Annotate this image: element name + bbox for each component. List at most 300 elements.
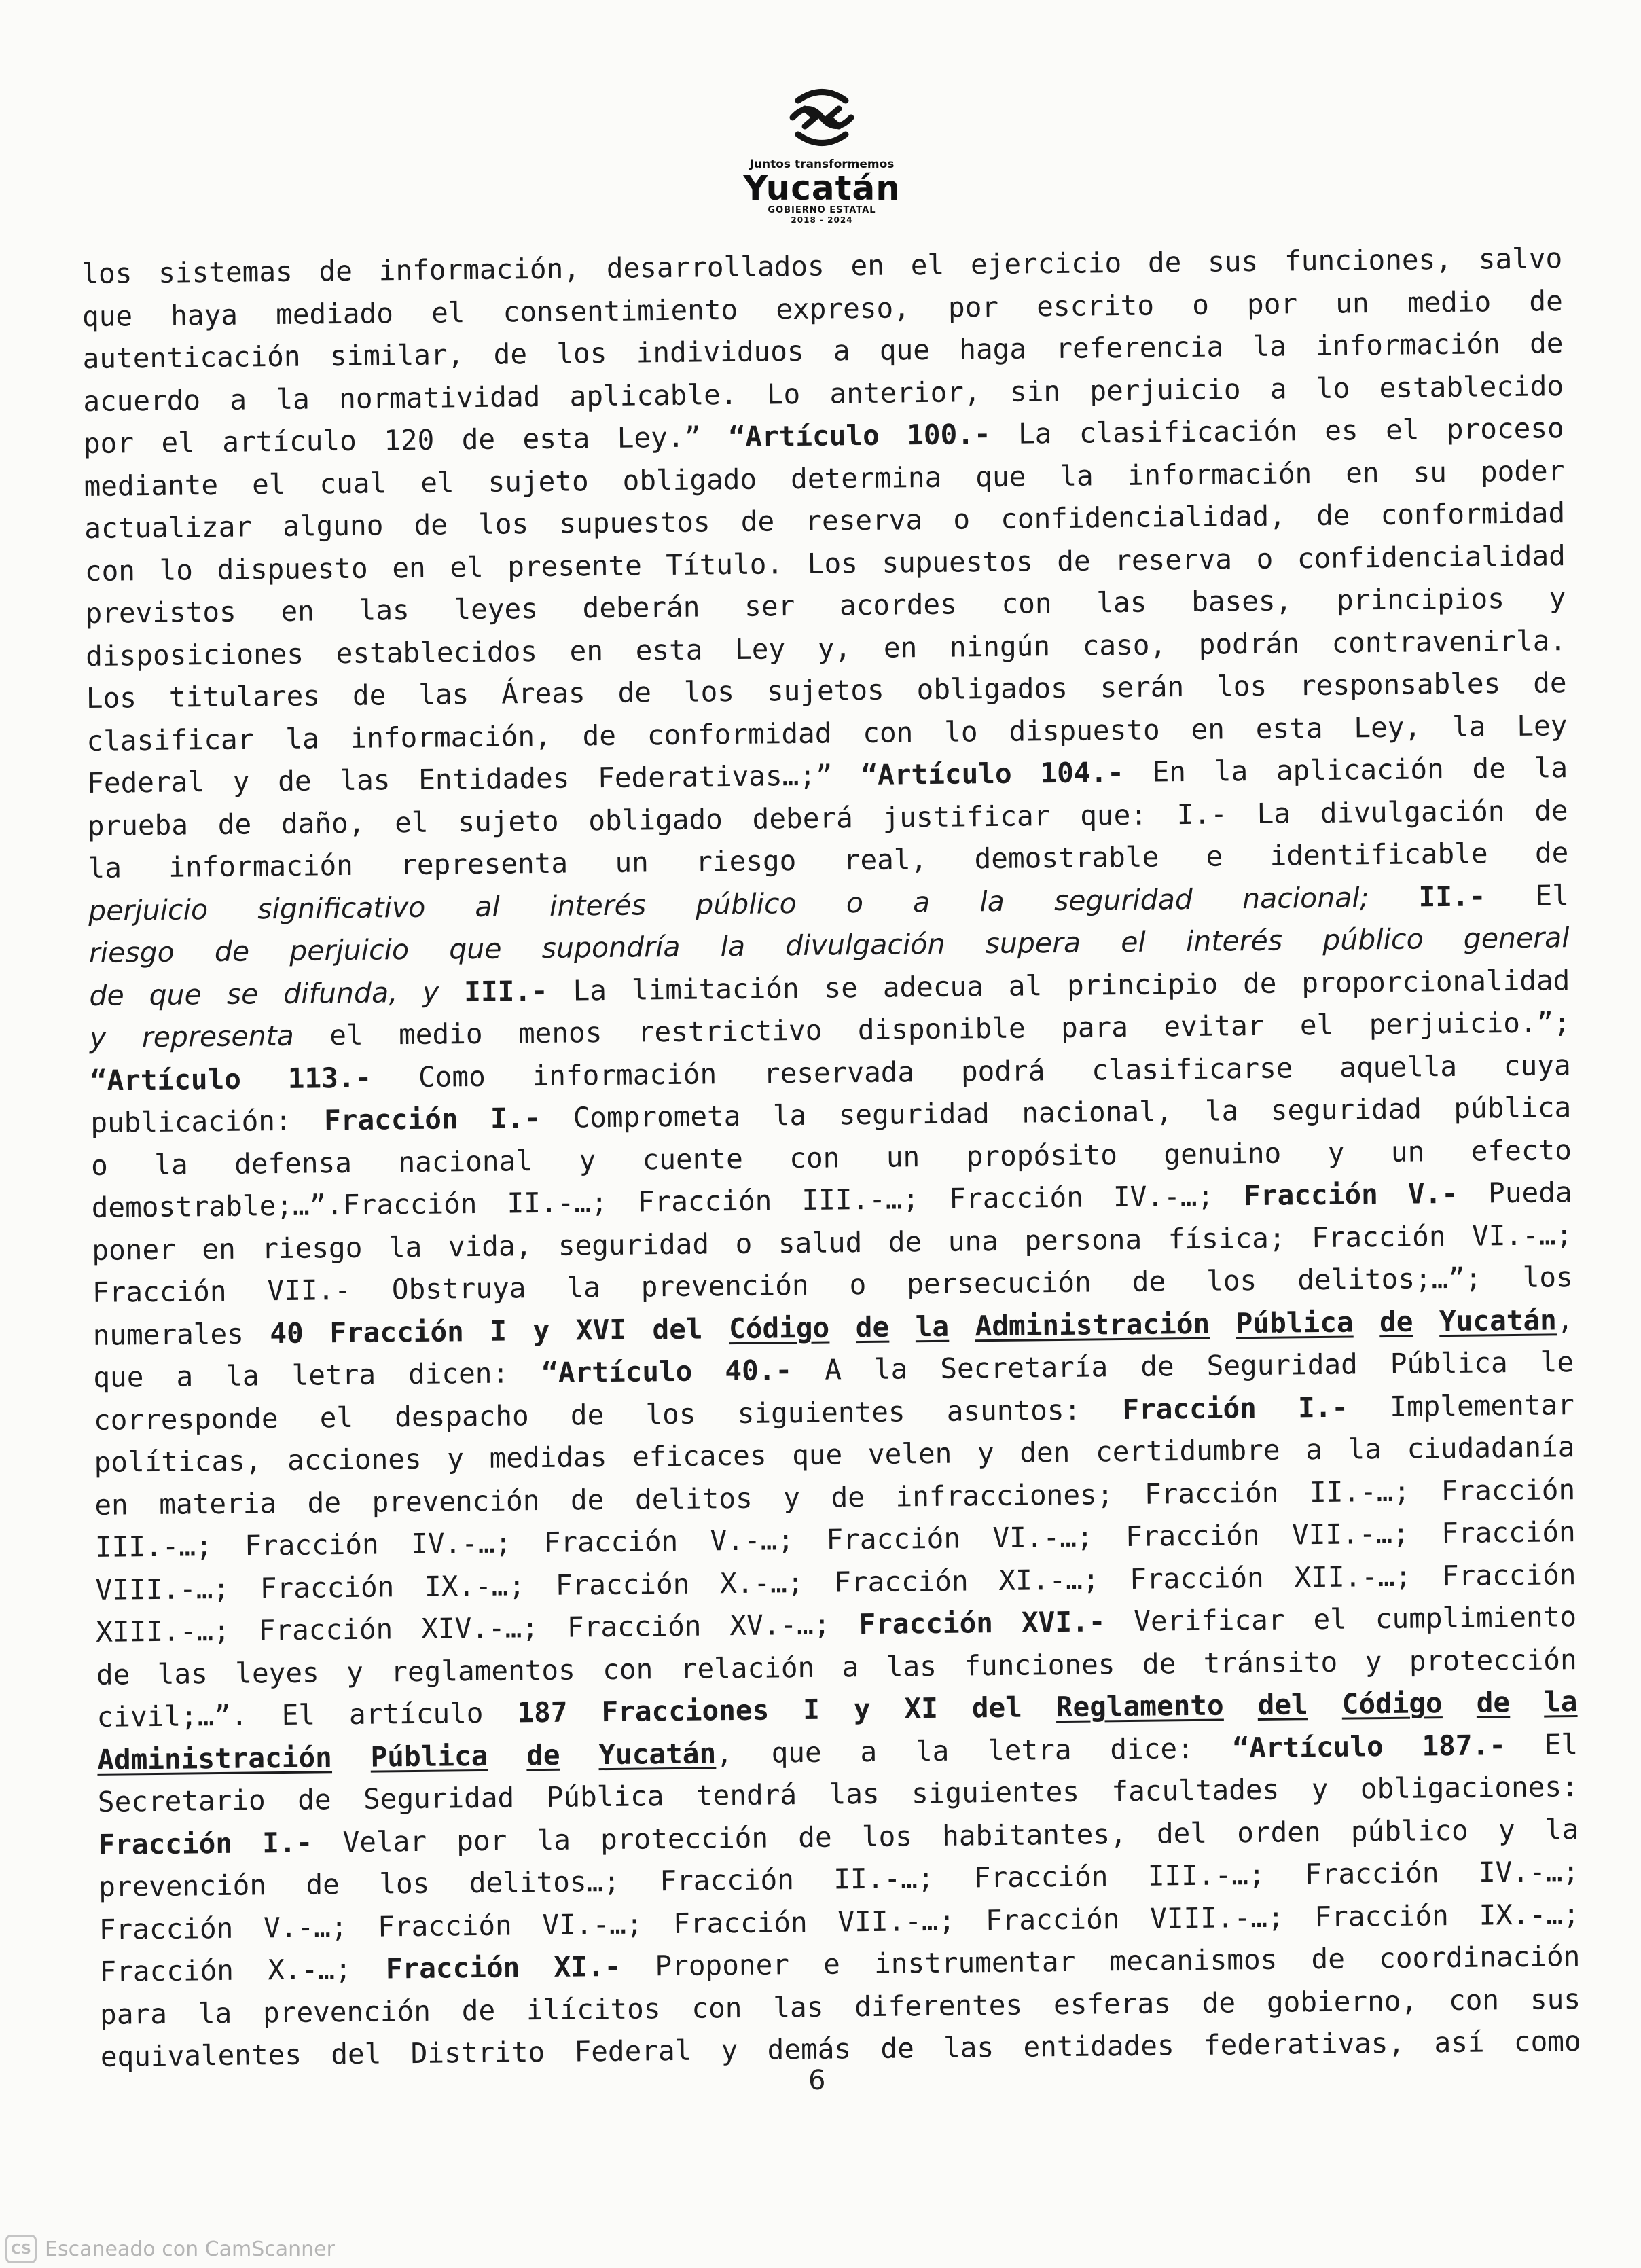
word: perjuicio — [1089, 372, 1241, 407]
word: supondría — [541, 930, 681, 965]
word: Fracción — [377, 1909, 512, 1943]
word: eficaces — [632, 1439, 767, 1473]
word: de — [1140, 1350, 1174, 1383]
word: prevención — [641, 1268, 809, 1303]
word: aplicable. — [569, 378, 738, 412]
word: acordes — [839, 588, 958, 622]
word: V.-…; — [710, 1524, 795, 1558]
word: de — [797, 1820, 832, 1854]
word: funciones — [964, 1647, 1115, 1682]
word: sin — [1009, 374, 1061, 408]
word: disposiciones — [85, 637, 304, 672]
word: sistemas — [158, 255, 293, 289]
word: Lo — [766, 377, 801, 410]
word: acciones — [287, 1442, 422, 1477]
word: Fracción — [98, 1911, 234, 1946]
word: individuos — [636, 334, 804, 370]
word: clasificar — [86, 722, 255, 757]
word: determina — [790, 461, 942, 495]
word: Ley, — [1354, 710, 1422, 744]
word: con — [602, 1652, 653, 1686]
word: perjuicio — [289, 933, 410, 967]
word: Fracción — [1125, 1518, 1260, 1553]
word: III.-…; — [94, 1530, 213, 1564]
word: difunda, — [283, 975, 398, 1010]
word: VI.-…; — [1471, 1218, 1573, 1253]
word: Reglamento — [1056, 1689, 1224, 1724]
word: materia — [159, 1486, 277, 1521]
word: Velar — [342, 1824, 427, 1858]
word: III.-…; — [1147, 1858, 1265, 1892]
word: e — [823, 1947, 841, 1981]
word: de — [297, 1783, 331, 1816]
word: demostrable — [974, 840, 1159, 876]
word: el — [1120, 925, 1147, 959]
word: y — [783, 1481, 801, 1514]
word: por — [948, 290, 999, 324]
word: Secretaría — [940, 1350, 1108, 1385]
word: de — [526, 1738, 560, 1771]
word: la — [225, 1359, 259, 1392]
word: el — [450, 550, 484, 583]
word: a — [176, 1360, 194, 1393]
word: IV.-…; — [1478, 1855, 1580, 1889]
word: seguridad — [1053, 882, 1193, 917]
word: del — [971, 1691, 1023, 1725]
word: física; — [1168, 1221, 1286, 1255]
word: VI.-…; — [992, 1520, 1094, 1555]
word: VII.-…; — [1291, 1517, 1410, 1551]
word: un — [615, 846, 649, 879]
word: demás — [767, 2032, 852, 2066]
word: Pública — [1390, 1346, 1508, 1380]
word: y — [977, 1437, 994, 1470]
word: perjuicio — [88, 893, 209, 927]
word: Áreas — [501, 677, 585, 710]
word: la — [88, 851, 122, 884]
word: riesgo — [695, 844, 797, 878]
word: poner — [92, 1233, 177, 1267]
word: de — [570, 1483, 605, 1517]
word: de — [1242, 967, 1277, 1000]
word: del — [1156, 1816, 1208, 1850]
word: Fracción — [1314, 1898, 1449, 1933]
word: daño, — [281, 806, 365, 840]
word: prevención — [262, 1994, 431, 2029]
word: consentimiento — [503, 293, 738, 329]
word: los — [861, 1819, 913, 1853]
word: o — [1191, 288, 1210, 321]
word: principio — [1066, 967, 1219, 1002]
word: o — [1256, 542, 1274, 575]
word: identificable — [1269, 837, 1488, 872]
word: clasificación — [1079, 414, 1298, 450]
word: Los — [807, 546, 859, 580]
word: La — [1257, 796, 1291, 830]
word: en — [94, 1488, 128, 1522]
word: IV.-…; — [1113, 1179, 1214, 1214]
word: la — [915, 1310, 950, 1343]
word: de — [352, 679, 386, 712]
word: y — [579, 1143, 596, 1176]
word: significativo — [257, 890, 426, 925]
word: y — [89, 1021, 107, 1054]
word: y — [1327, 1136, 1345, 1169]
word: de — [1316, 499, 1350, 532]
word: y — [232, 765, 250, 798]
word: los — [379, 1867, 430, 1901]
word: cual — [319, 466, 387, 500]
word: 40 — [270, 1316, 304, 1350]
word: sus — [1207, 245, 1259, 278]
word: Pública — [1236, 1305, 1354, 1339]
word: publicación: — [90, 1104, 292, 1139]
word: Fracción — [859, 1606, 994, 1641]
word: I.- — [262, 1826, 313, 1859]
word: federativas, — [1203, 2026, 1405, 2062]
word: Entidades — [418, 761, 570, 796]
word: e — [1206, 840, 1223, 873]
word: VII.- — [267, 1273, 352, 1308]
word: de — [306, 1868, 340, 1901]
word: serán — [1100, 670, 1185, 704]
word: II.-…; — [833, 1861, 935, 1896]
government-logo — [734, 80, 910, 236]
word: y — [447, 1442, 465, 1475]
word: le — [1540, 1346, 1574, 1379]
word: “Artículo — [728, 418, 880, 454]
camscanner-icon: CS — [5, 2235, 37, 2263]
word: Secretario — [97, 1784, 266, 1818]
word: IV.-…; — [410, 1526, 512, 1561]
word: lo — [159, 553, 194, 587]
word: A — [824, 1353, 842, 1386]
word: y — [1311, 1772, 1329, 1806]
word: presente — [507, 548, 643, 583]
word: de — [570, 1398, 605, 1432]
word: adecua — [882, 969, 984, 1004]
word: Fracción — [1122, 1391, 1257, 1426]
word: Fracción — [244, 1528, 379, 1562]
word: 187.- — [1422, 1728, 1507, 1762]
word: VI.-…; — [542, 1907, 643, 1941]
word: reglamentos — [391, 1653, 576, 1688]
word: 100.- — [906, 417, 991, 452]
word: los — [1522, 1261, 1574, 1294]
word: el — [394, 806, 429, 839]
word: información — [1127, 456, 1312, 492]
document-body — [82, 237, 1581, 2078]
word: esferas — [1053, 1986, 1172, 2021]
word: la — [772, 1098, 807, 1132]
word: seguridad — [838, 1097, 990, 1132]
word: la — [1348, 1433, 1382, 1466]
word: letra — [987, 1733, 1072, 1767]
word: su — [1413, 455, 1447, 488]
word: como — [1513, 2025, 1581, 2059]
word: de — [319, 254, 353, 288]
word: dicen: — [408, 1356, 509, 1391]
word: Administración — [96, 1740, 333, 1776]
word: los — [556, 336, 607, 370]
word: riesgo — [262, 1231, 363, 1265]
word: público — [1350, 1814, 1468, 1848]
word: información, — [378, 252, 581, 287]
word: cuya — [1503, 1048, 1571, 1082]
word: de — [1534, 836, 1569, 869]
word: asuntos: — [946, 1393, 1081, 1428]
word: por — [456, 1824, 507, 1857]
word: civil;…”. — [96, 1699, 248, 1733]
word: XVI.- — [1021, 1605, 1106, 1639]
word: tránsito — [1203, 1645, 1338, 1680]
word: instrumentar — [873, 1945, 1076, 1980]
word: efecto — [1471, 1133, 1572, 1168]
word: haga — [959, 332, 1027, 366]
word: Fracción — [99, 1954, 234, 1988]
word: genuino — [1164, 1136, 1282, 1170]
word: la — [915, 1734, 950, 1767]
word: relación — [680, 1651, 815, 1685]
word: público — [696, 886, 797, 921]
word: Fracción — [258, 1613, 393, 1647]
word: las — [418, 678, 469, 711]
word: lo — [1316, 371, 1350, 405]
word: escrito — [1036, 288, 1155, 323]
word: expreso, — [776, 291, 911, 325]
word: Fracción — [92, 1274, 227, 1309]
logo-term: 2018 - 2024 — [791, 215, 853, 225]
word: Fracción — [385, 1951, 520, 1985]
word: representa — [141, 1019, 295, 1054]
word: Distrito — [410, 2036, 545, 2070]
word: contravenirla. — [1331, 624, 1567, 660]
word: 40.- — [725, 1354, 793, 1388]
word: Fracción — [329, 1314, 465, 1349]
word: público — [1322, 922, 1424, 956]
word: IX.-…; — [424, 1568, 526, 1603]
word: Fracción — [672, 1905, 808, 1940]
word: 113.- — [287, 1061, 372, 1095]
word: de — [888, 1225, 922, 1259]
word: sujeto — [458, 804, 559, 838]
word: La — [1017, 417, 1052, 450]
word: en — [392, 551, 426, 584]
word: actualizar — [84, 510, 253, 545]
word: infracciones; — [895, 1477, 1114, 1513]
word: persona — [1024, 1223, 1142, 1257]
word: limitación — [631, 971, 799, 1007]
word: bases, — [1191, 584, 1293, 618]
word: lo — [943, 715, 978, 749]
word: divulgación — [1320, 794, 1505, 829]
word: conformidad — [647, 716, 832, 751]
word: la — [198, 1996, 232, 2030]
word: acuerdo — [83, 383, 201, 418]
word: el — [1299, 1008, 1334, 1042]
word: similar, — [329, 338, 465, 373]
word: Fracción — [1129, 1561, 1264, 1596]
word: las — [359, 593, 410, 627]
word: o — [846, 886, 864, 919]
word: habitantes, — [941, 1817, 1127, 1852]
word: del — [1257, 1688, 1308, 1721]
word: con — [84, 554, 136, 588]
word: de — [617, 676, 652, 709]
word: obligados — [916, 671, 1068, 706]
word: un — [886, 1140, 920, 1174]
word: establecido — [1379, 369, 1564, 404]
word: ilícitos — [526, 1992, 661, 2026]
word: X.-…; — [719, 1566, 804, 1600]
word: con — [789, 1140, 840, 1174]
yucatan-emblem-icon — [785, 80, 859, 155]
word: que — [791, 1438, 843, 1472]
word: nacional; — [1242, 880, 1369, 915]
word: Como — [418, 1060, 486, 1094]
word: de — [1132, 1265, 1166, 1298]
word: Fracción — [833, 1564, 969, 1599]
word: Pública — [546, 1780, 664, 1814]
word: deberán — [582, 590, 700, 625]
word: esta — [522, 422, 590, 456]
word: y — [1365, 1644, 1382, 1678]
word: representa — [399, 846, 569, 882]
word: dice: — [1110, 1731, 1194, 1765]
word: Ley — [1517, 708, 1568, 742]
word: los — [477, 507, 529, 541]
word: en — [202, 1232, 236, 1265]
word: a — [833, 334, 850, 367]
word: una — [948, 1224, 999, 1258]
word: Fracción — [1144, 1476, 1279, 1511]
word: que — [975, 459, 1026, 493]
word: a — [842, 1650, 859, 1683]
word: o — [90, 1149, 109, 1182]
word: de — [740, 505, 775, 538]
word: con — [863, 715, 914, 749]
word: que — [879, 333, 931, 367]
word: “Artículo — [1232, 1729, 1384, 1764]
word: obligado — [622, 463, 757, 497]
word: La — [573, 973, 607, 1007]
word: reservada — [763, 1055, 915, 1090]
word: V.-…; — [263, 1910, 348, 1944]
word: al — [1008, 969, 1043, 1003]
word: políticas, — [94, 1444, 262, 1479]
word: persecución — [907, 1265, 1092, 1301]
word: justificar — [882, 799, 1051, 834]
word: mediante — [84, 468, 219, 503]
word: cumplimiento — [1375, 1600, 1577, 1636]
word: de — [1311, 1942, 1346, 1976]
word: clasificarse — [1091, 1051, 1293, 1086]
word: que — [93, 1361, 144, 1394]
word: IX.-…; — [1479, 1897, 1580, 1932]
word: XI.- — [554, 1949, 621, 1983]
word: Pública — [370, 1739, 488, 1774]
word: y — [533, 1314, 550, 1347]
word: que — [449, 932, 502, 966]
word: o — [735, 1227, 753, 1260]
word: deberá — [752, 801, 853, 835]
word: de — [96, 1657, 130, 1691]
word: Federal — [574, 2034, 692, 2068]
word: Fracción — [1441, 1473, 1576, 1507]
word: responsables — [1299, 667, 1501, 702]
word: y — [853, 1692, 871, 1726]
word: mecanismos — [1109, 1943, 1278, 1978]
word: Fracción — [973, 1860, 1108, 1894]
word: podrá — [960, 1054, 1045, 1088]
word: autenticación — [82, 340, 301, 375]
word: Federativas…;” — [597, 759, 833, 795]
scanner-watermark — [5, 2235, 335, 2263]
word: nacional — [398, 1144, 533, 1178]
word: Fracción — [637, 1184, 772, 1219]
word: la — [285, 721, 319, 755]
word: información — [532, 1057, 717, 1092]
word: en — [850, 249, 885, 283]
word: Fracción — [323, 1102, 458, 1137]
word: Los — [86, 681, 137, 715]
word: de — [461, 422, 496, 456]
word: podrán — [1198, 626, 1300, 661]
word: II.-…; — [1309, 1475, 1411, 1509]
word: o — [953, 503, 971, 536]
word: proporcionalidad — [1301, 963, 1570, 999]
word: 104.- — [1040, 755, 1125, 790]
word: general — [1463, 921, 1570, 955]
word: riesgo — [88, 935, 175, 969]
word: nacional, — [1022, 1095, 1173, 1130]
word: XV.-…; — [729, 1608, 831, 1642]
word: a — [1269, 372, 1287, 406]
logo-state-name: Yucatán — [743, 168, 901, 208]
word: X.-…; — [267, 1952, 352, 1987]
word: Implementar — [1390, 1388, 1575, 1423]
word: defensa — [234, 1146, 353, 1181]
word: que — [149, 977, 202, 1011]
word: Fracción — [555, 1567, 690, 1602]
word: y — [422, 975, 439, 1009]
word: corresponde — [93, 1401, 278, 1437]
word: cuente — [642, 1142, 743, 1176]
word: leyes — [235, 1655, 319, 1690]
word: diferentes — [854, 1988, 1023, 2023]
word: supera — [985, 926, 1081, 960]
word: Comprometa — [573, 1099, 741, 1134]
word: vida, — [448, 1229, 533, 1263]
word: 120 — [383, 423, 435, 457]
word: los — [645, 1397, 696, 1430]
word: para — [99, 1997, 168, 2031]
word: Fracción — [1441, 1515, 1576, 1550]
word: Seguridad — [363, 1781, 515, 1816]
word: XIII.-…; — [96, 1614, 230, 1649]
word: de — [1379, 1305, 1413, 1338]
word: con — [1448, 1983, 1500, 2017]
word: así — [1434, 2026, 1485, 2059]
word: reserva — [805, 503, 923, 537]
word: poder — [1480, 454, 1565, 488]
word: el — [319, 1401, 354, 1434]
word: Título. — [666, 547, 784, 581]
word: II.-…; — [507, 1185, 608, 1220]
word: las — [773, 1990, 824, 2023]
word: Yucatán, — [1439, 1303, 1574, 1337]
word: desarrollados — [606, 249, 825, 285]
